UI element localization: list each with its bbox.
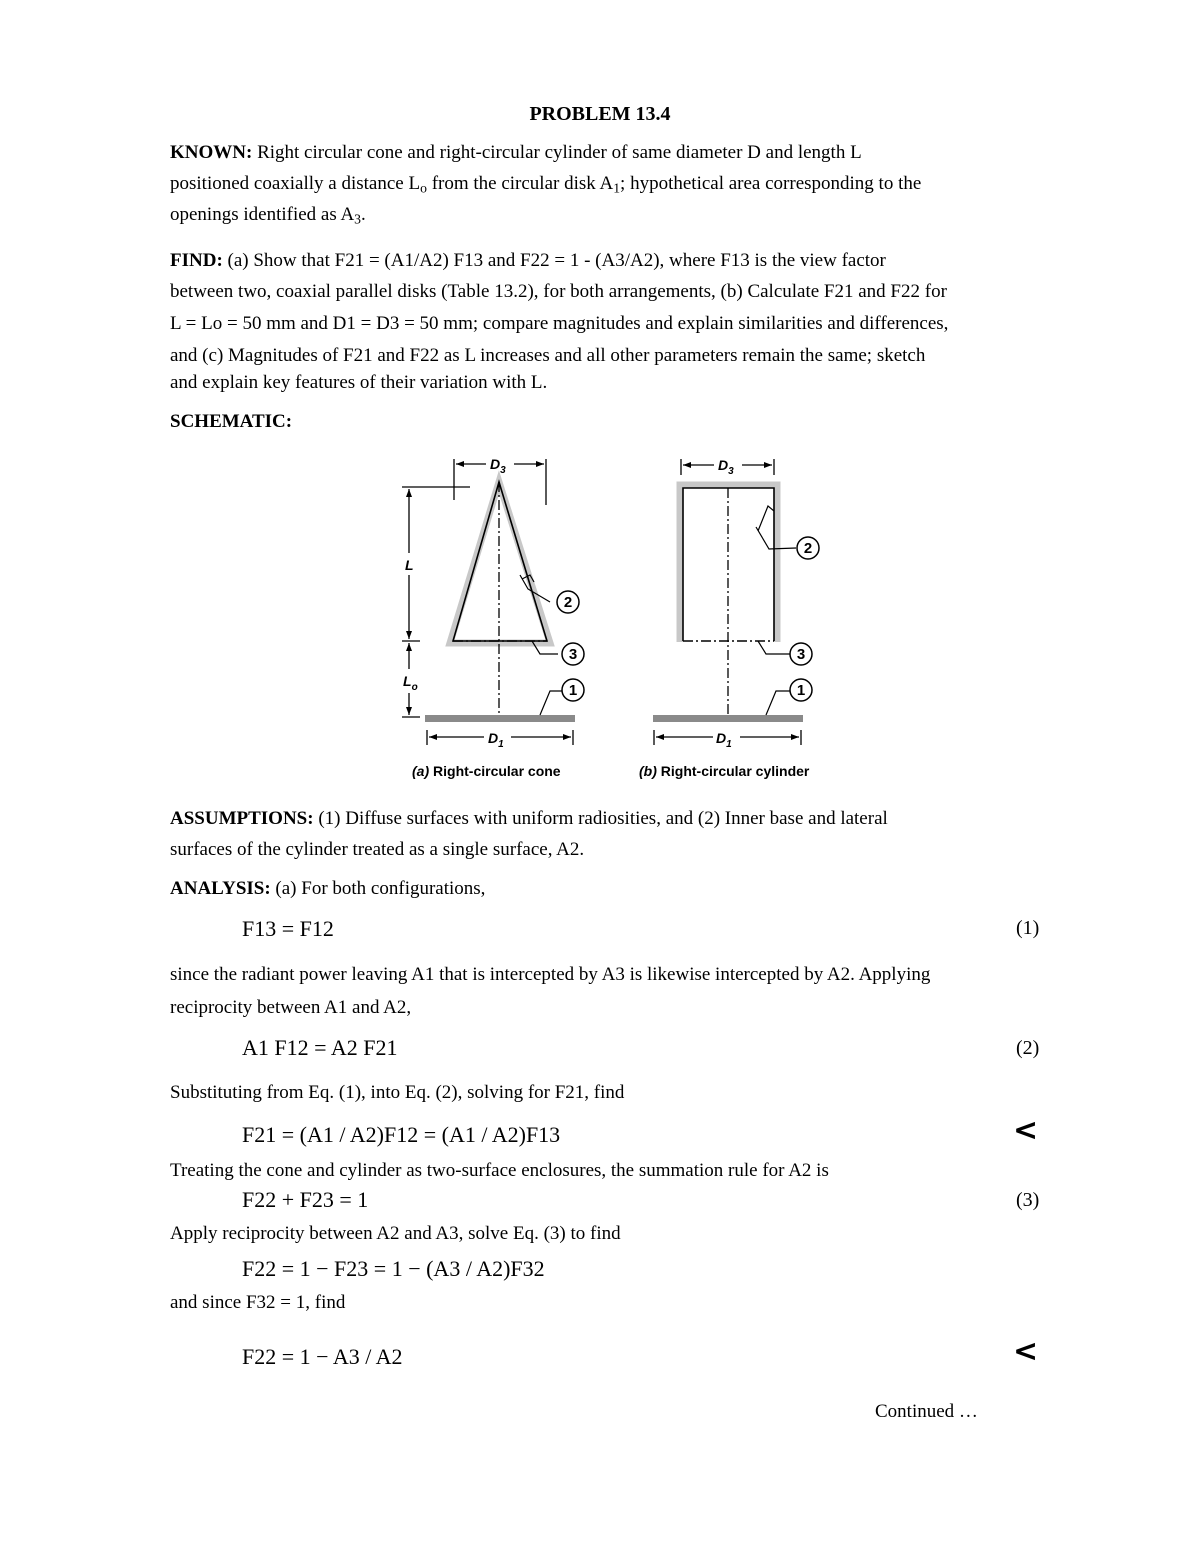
result-marker-2: < — [1013, 1334, 1039, 1369]
known-sub-1: 1 — [613, 180, 621, 196]
svg-text:2: 2 — [563, 594, 573, 611]
known-text-1: Right circular cone and right-circular cylinder of same diameter D and length L — [257, 142, 862, 163]
svg-text:3: 3 — [568, 646, 578, 663]
known-line-3 — [170, 204, 366, 226]
known-text-3a: openings identified as A — [170, 204, 355, 225]
find-line-5: and explain key features of their variation with L. — [170, 372, 548, 393]
find-heading: FIND: — [170, 250, 223, 271]
analysis-text-6: and since F32 = 1, find — [170, 1292, 346, 1313]
schematic-figure — [380, 445, 850, 790]
equation-f21: F21 = (A1 / A2)F12 = (A1 / A2)F13 — [242, 1122, 561, 1147]
analysis-intro: (a) For both configurations, — [275, 878, 486, 899]
continued-note: Continued … — [875, 1401, 978, 1422]
known-text-3b: . — [361, 204, 366, 225]
equation-1-number: (1) — [1016, 917, 1040, 939]
analysis-intro-line — [170, 878, 485, 900]
known-text-2c: ; hypothetical area corresponding to the — [620, 173, 922, 194]
find-line-1 — [170, 250, 886, 272]
assumptions-line-1 — [170, 808, 888, 830]
analysis-text-4: Treating the cone and cylinder as two-surface enclosures, the summation rule for A2 is — [170, 1160, 829, 1181]
result-marker-1: < — [1013, 1113, 1039, 1148]
known-line-1 — [170, 142, 862, 164]
equation-3: F22 + F23 = 1 — [242, 1187, 369, 1212]
find-text-1: (a) Show that F21 = (A1/A2) F13 and F22 = 1 - (A3/A2), where F13 is the view factor — [227, 250, 886, 271]
cone-l-label: L — [405, 557, 414, 573]
cone-diagram — [402, 456, 584, 750]
cone-disk — [425, 715, 575, 722]
find-line-2: between two, coaxial parallel disks (Table 13.2), for both arrangements, (b) Calculate F21 and F22 for — [170, 281, 947, 302]
analysis-text-5: Apply reciprocity between A2 and A3, solve Eq. (3) to find — [170, 1223, 621, 1244]
equation-5: F22 = 1 − A3 / A2 — [242, 1344, 403, 1369]
cylinder-d3-label: $D_3$ — [718, 457, 734, 477]
analysis-heading: ANALYSIS: — [170, 878, 271, 899]
caption-cone: (a) Right-circular cone — [412, 763, 561, 779]
cone-outline — [453, 482, 547, 641]
assumptions-heading: ASSUMPTIONS: — [170, 808, 314, 829]
known-heading: KNOWN: — [170, 142, 253, 163]
known-sub-o: o — [420, 180, 427, 196]
cone-surface-shading — [450, 482, 550, 643]
cylinder-disk — [653, 715, 803, 722]
page-title: PROBLEM 13.4 — [529, 103, 671, 125]
analysis-text-3: Substituting from Eq. (1), into Eq. (2), solving for F21, find — [170, 1082, 625, 1103]
cone-lo-label: $L_o$ — [403, 673, 418, 693]
cone-d1-label: $D_1$ — [488, 730, 504, 750]
assumptions-text-1: (1) Diffuse surfaces with uniform radiosities, and (2) Inner base and lateral — [318, 808, 888, 829]
equation-3-number: (3) — [1016, 1189, 1040, 1211]
svg-text:3: 3 — [796, 646, 806, 663]
known-sub-3: 3 — [354, 211, 362, 227]
analysis-text-2: reciprocity between A1 and A2, — [170, 997, 412, 1018]
equation-2-number: (2) — [1016, 1037, 1040, 1059]
cylinder-diagram — [653, 457, 819, 750]
svg-text:2: 2 — [803, 540, 813, 557]
equation-1: F13 = F12 — [242, 916, 334, 941]
known-text-2b: from the circular disk A — [431, 173, 614, 194]
find-line-3: L = Lo = 50 mm and D1 = D3 = 50 mm; compare magnitudes and explain similarities and differences, — [170, 313, 949, 334]
analysis-text-1: since the radiant power leaving A1 that is intercepted by A3 is likewise intercepted by A2. Applying — [170, 964, 931, 985]
known-line-2 — [170, 173, 921, 195]
svg-text:1: 1 — [796, 682, 806, 699]
assumptions-line-2: surfaces of the cylinder treated as a single surface, A2. — [170, 839, 585, 860]
svg-text:1: 1 — [568, 682, 578, 699]
known-text-2a: positioned coaxially a distance L — [170, 173, 421, 194]
cylinder-d1-label: $D_1$ — [716, 730, 732, 750]
cone-d3-label: $D_3$ — [490, 456, 506, 476]
caption-cylinder: (b) Right-circular cylinder — [639, 763, 810, 779]
find-line-4: and (c) Magnitudes of F21 and F22 as L increases and all other parameters remain the same; sketch — [170, 345, 926, 366]
schematic-heading: SCHEMATIC: — [170, 411, 293, 432]
equation-2: A1 F12 = A2 F21 — [242, 1035, 398, 1060]
equation-4: F22 = 1 − F23 = 1 − (A3 / A2)F32 — [242, 1256, 545, 1281]
